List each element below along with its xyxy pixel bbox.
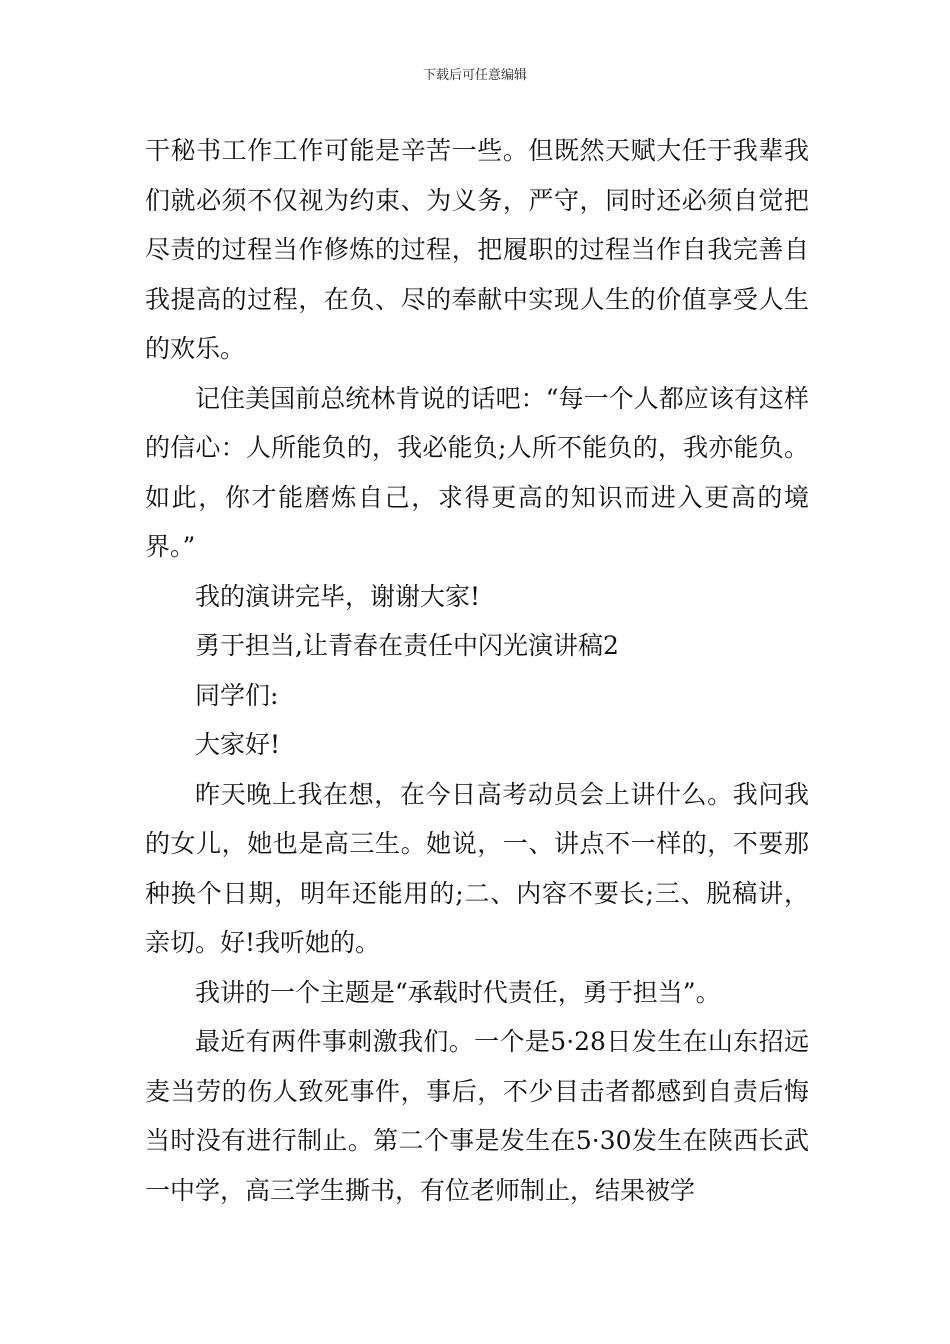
document-body	[145, 126, 809, 1215]
paragraph-1: 干秘书工作工作可能是辛苦一些。但既然天赋大任于我辈我们就必须不仅视为约束、为义务，严守，同时还必须自觉把尽责的过程当作修炼的过程，把履职的过程当作自我完善自我提高的过程，在负、尽的奉献中实现人生的价值享受人生的欢乐。	[145, 136, 809, 363]
paragraph-3: 我的演讲完毕，谢谢大家!	[195, 581, 481, 611]
paragraph-5-salutation: 同学们:	[195, 680, 279, 710]
page-header: 下载后可任意编辑	[422, 68, 527, 83]
paragraph-9: 最近有两件事刺激我们。一个是5·28日发生在山东招远麦当劳的伤人致死事件，事后，不少目击者都感到自责后悔当时没有进行制止。第二个事是发生在5·30发生在陕西长武一中学，高三学生撕书，有位老师制止，结果被学	[145, 1027, 809, 1205]
paragraph-4-title: 勇于担当,让青春在责任中闪光演讲稿2	[195, 631, 619, 660]
paragraph-2: 记住美国前总统林肯说的话吧：“每一个人都应该有这样的信心：人所能负的，我必能负;人所不能负的，我亦能负。如此，你才能磨炼自己，求得更高的知识而进入更高的境界。”	[145, 383, 809, 561]
paragraph-7: 昨天晚上我在想，在今日高考动员会上讲什么。我问我的女儿，她也是高三生。她说，一、讲点不一样的，不要那种换个日期，明年还能用的;二、内容不要长;三、脱稿讲，亲切。好!我听她的。	[145, 779, 809, 957]
paragraph-8: 我讲的一个主题是“承载时代责任，勇于担当”。	[195, 977, 721, 1007]
paragraph-6-greeting: 大家好!	[195, 730, 281, 759]
